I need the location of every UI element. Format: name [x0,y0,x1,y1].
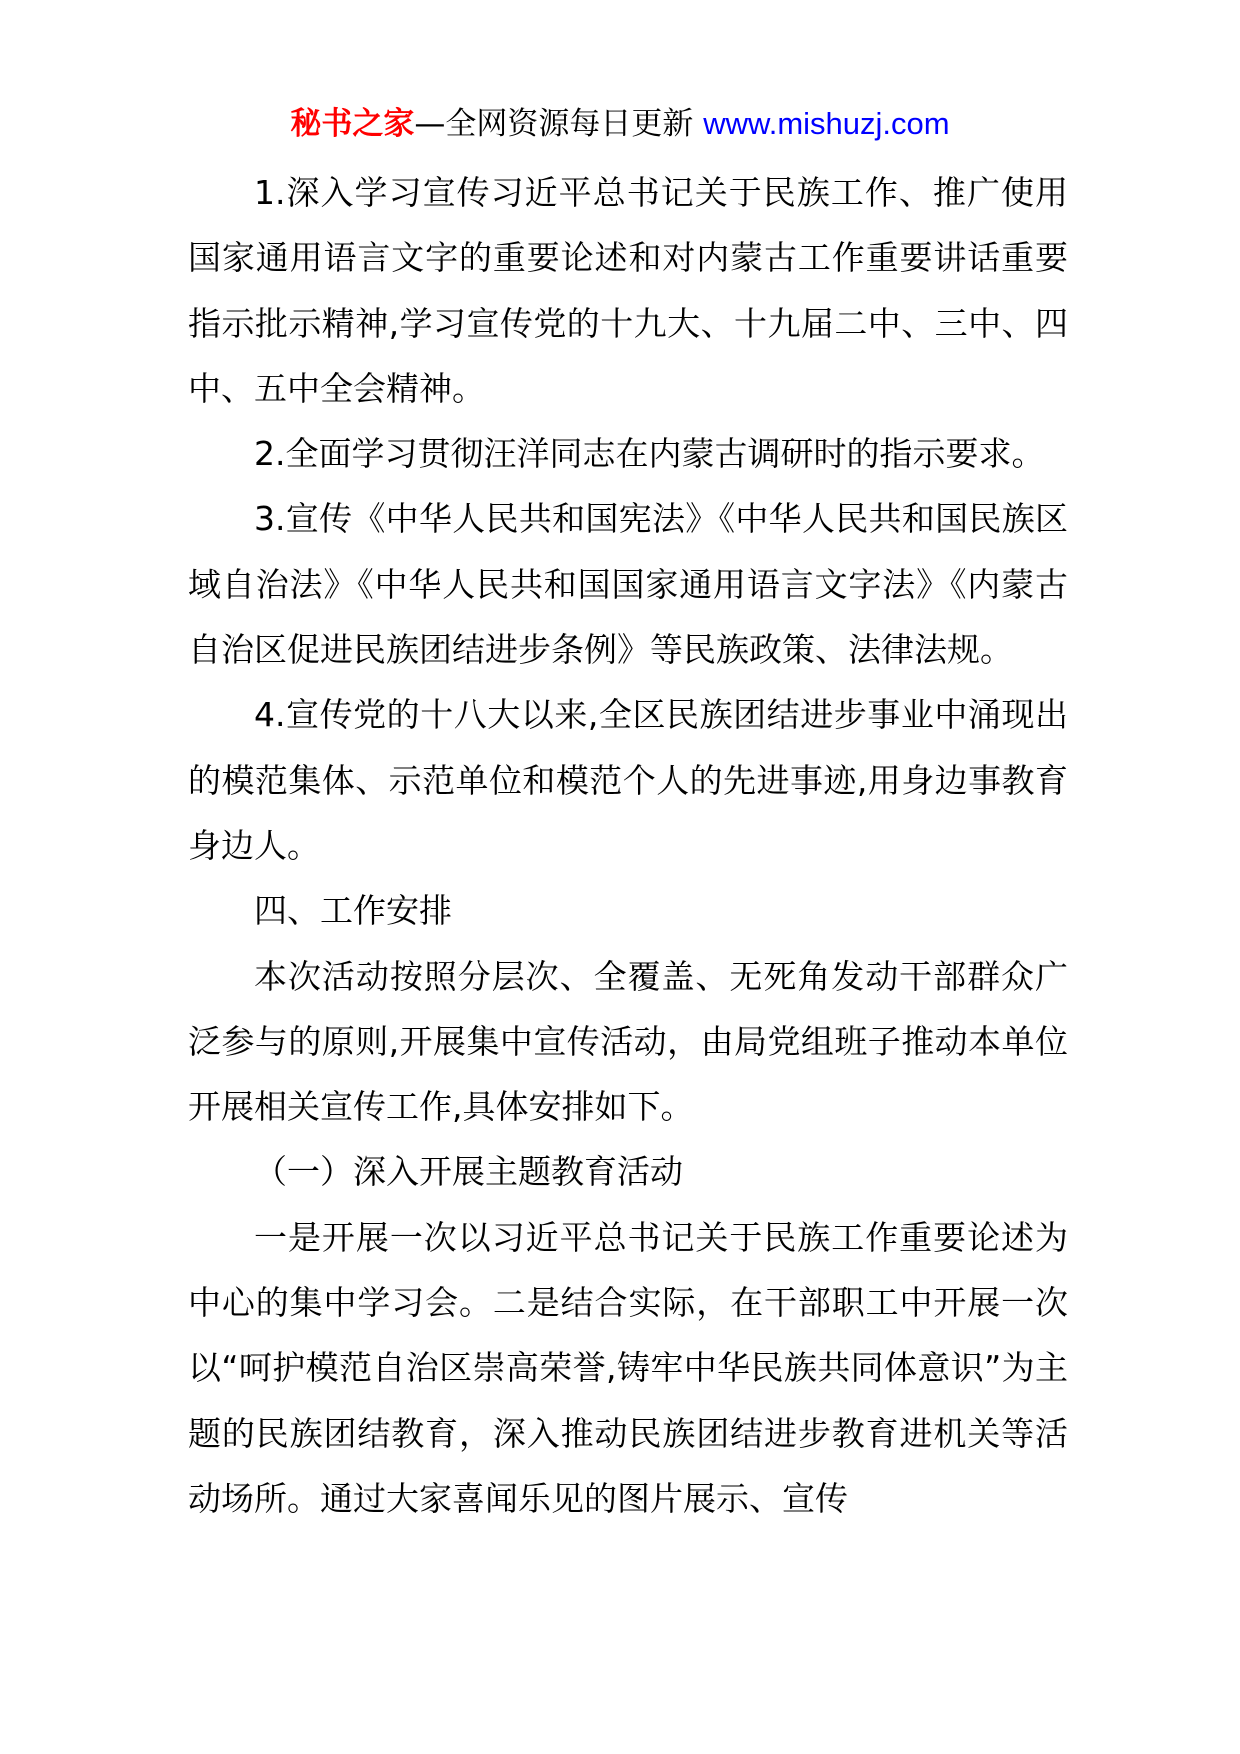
paragraph-activity-principle: 本次活动按照分层次、全覆盖、无死角发动干部群众广泛参与的原则,开展集中宣传活动，由局党组班子推动本单位开展相关宣传工作,具体安排如下。 [188,956,1068,1127]
header-url-link[interactable]: www.mishuzj.com [703,106,950,141]
paragraph-item-1: 1.深入学习宣传习近平总书记关于民族工作、推广使用国家通用语言文字的重要论述和对内蒙古工作重要讲话重要指示批示精神,学习宣传党的十九大、十九届二中、三中、四中、五中全会精神。 [188,173,1068,408]
header-tagline: —全网资源每日更新 [414,106,704,142]
paragraph-theme-education: 一是开展一次以习近平总书记关于民族工作重要论述为中心的集中学习会。二是结合实际，在干部职工中开展一次以“呵护模范自治区崇高荣誉,铸牢中华民族共同体意识”为主题的民族团结教育，深入推动民族团结进步教育进机关等活动场所。通过大家喜闻乐见的图片展示、宣传 [188,1217,1068,1518]
document-body [188,160,1068,1531]
section-heading-work-arrangement: 四、工作安排 [254,891,452,931]
paragraph-item-4: 4.宣传党的十八大以来,全区民族团结进步事业中涌现出的模范集体、示范单位和模范个人的先进事迹,用身边事教育身边人。 [188,695,1068,865]
paragraph-item-2: 2.全面学习贯彻汪洋同志在内蒙古调研时的指示要求。 [254,434,1045,474]
subsection-heading-theme-education: （一）深入开展主题教育活动 [254,1152,683,1192]
brand-name: 秘书之家 [290,106,415,142]
page-header [0,102,1240,146]
paragraph-item-3: 3.宣传《中华人民共和国宪法》《中华人民共和国民族区域自治法》《中华人民共和国国家通用语言文字法》《内蒙古自治区促进民族团结进步条例》等民族政策、法律法规。 [188,499,1068,670]
